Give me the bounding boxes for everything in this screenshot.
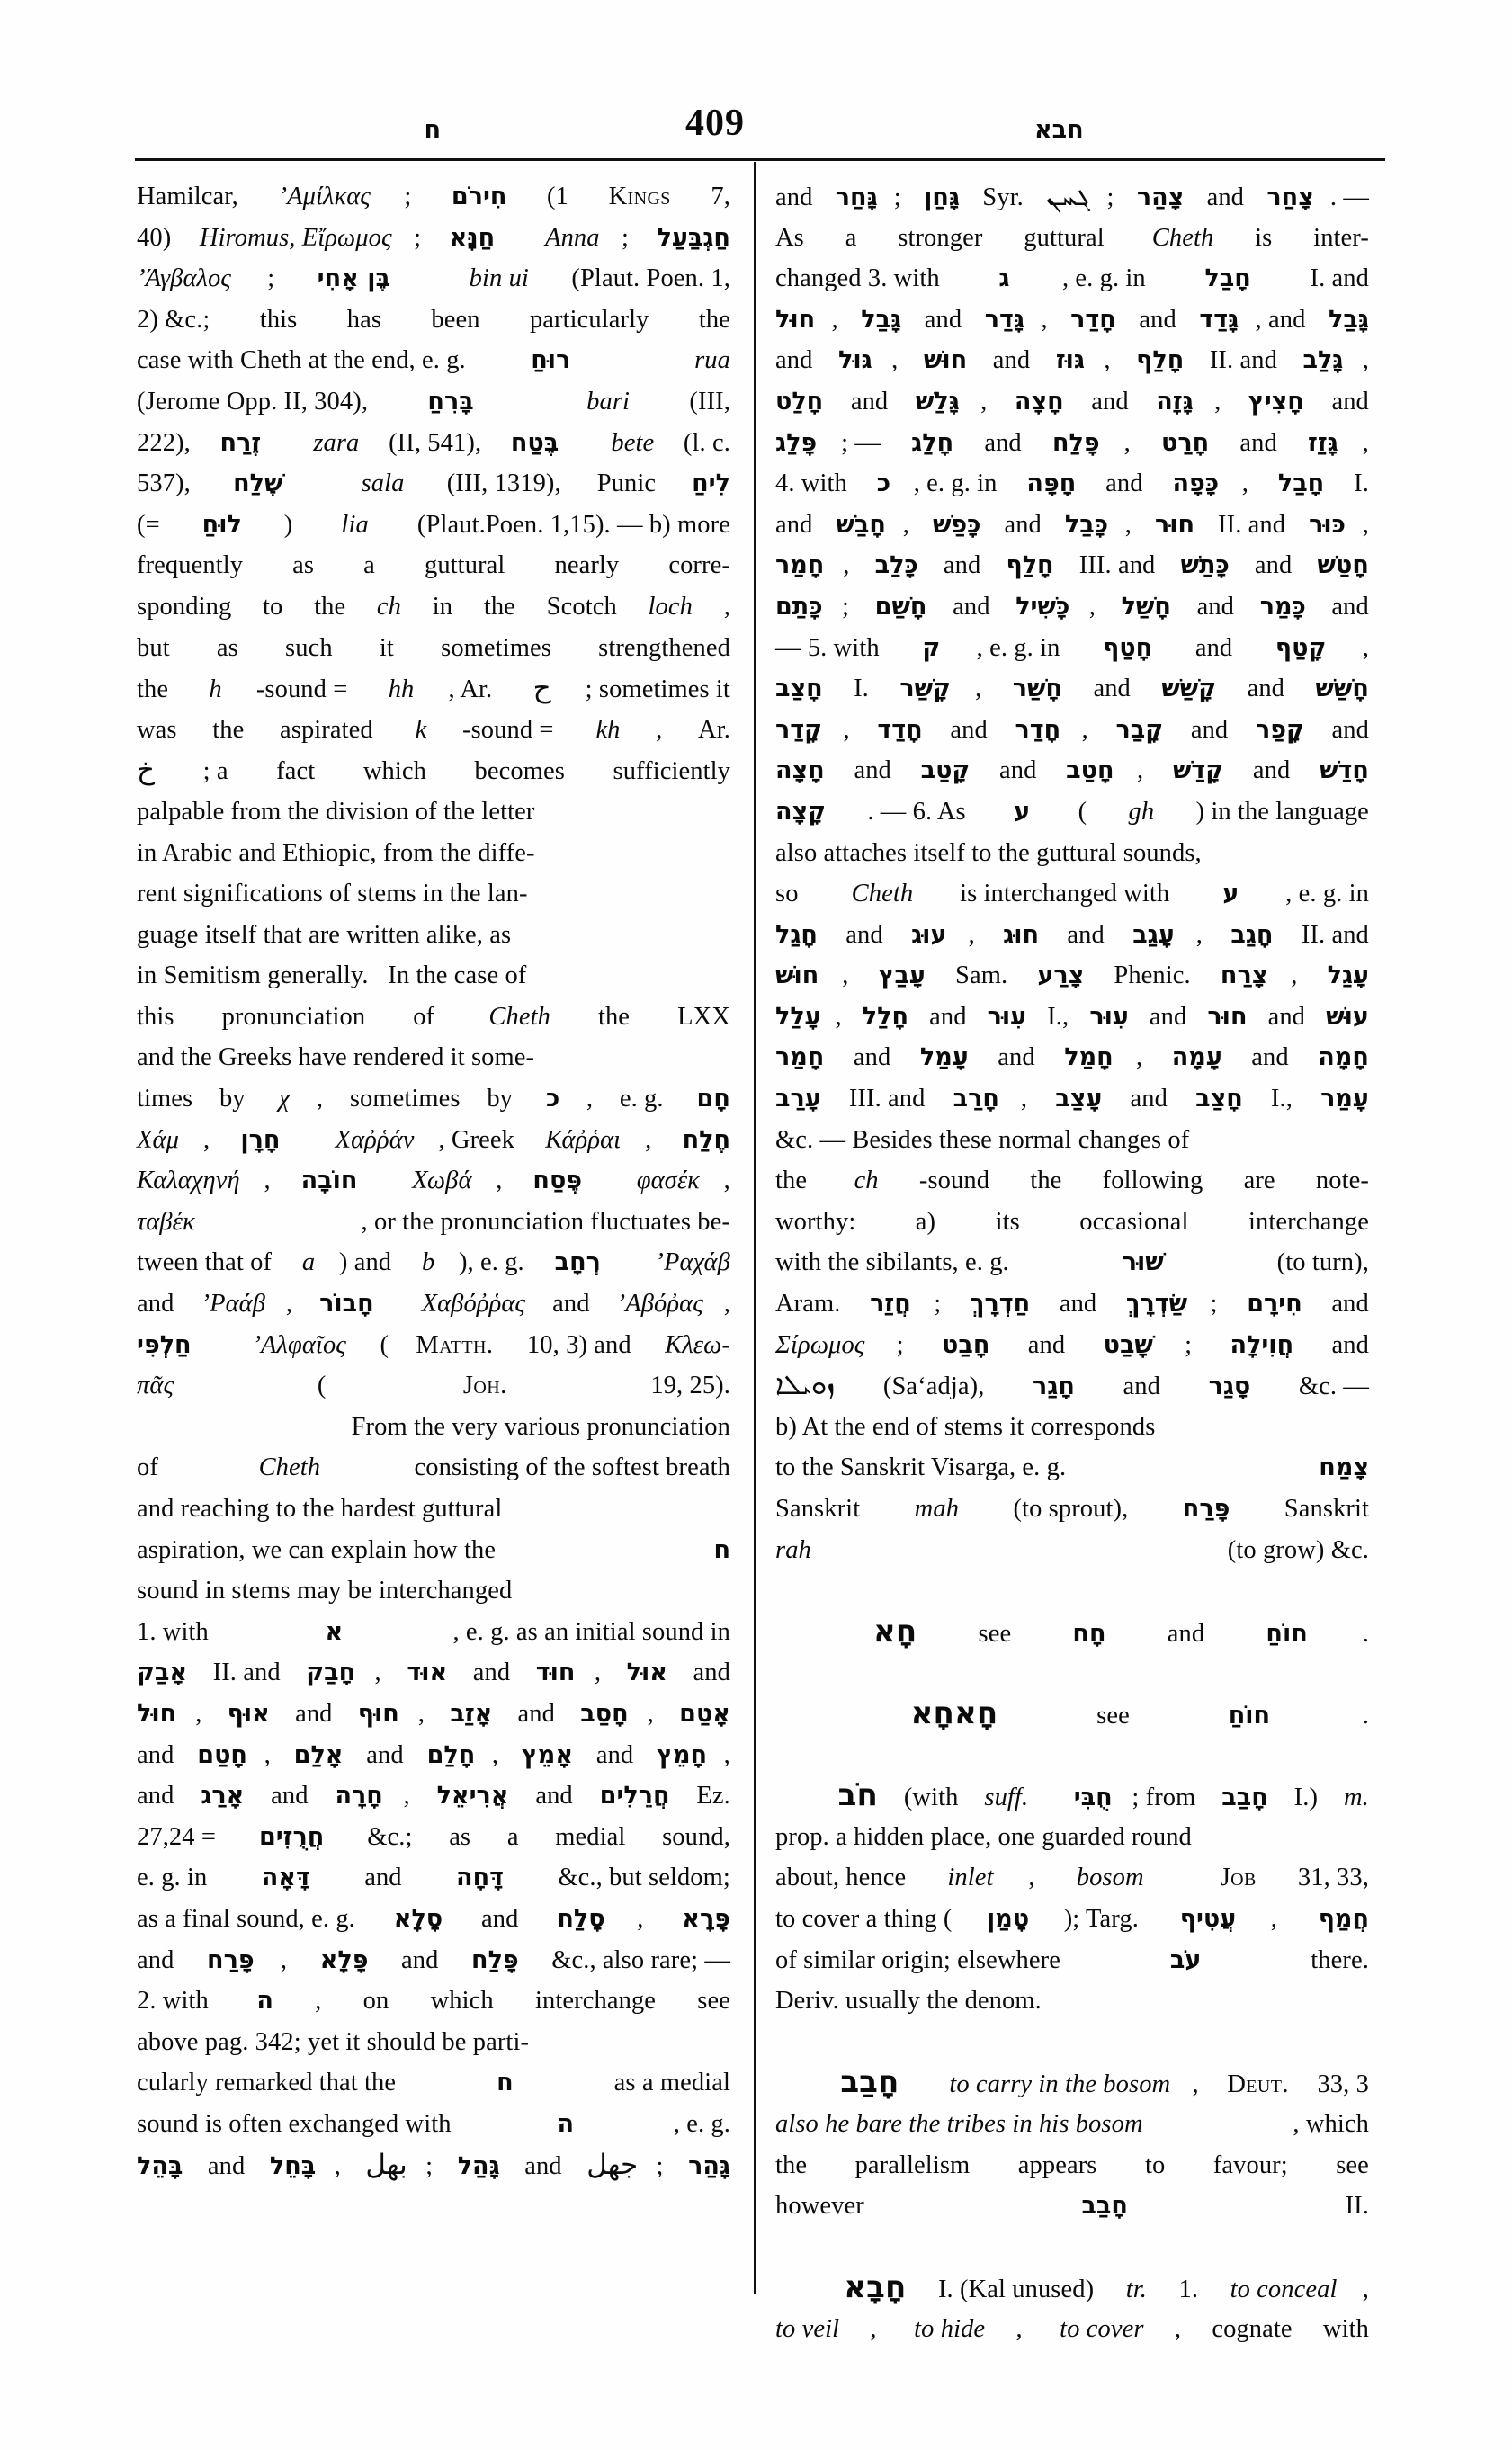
text-line: to cover a thing ( טָמַן ); Targ. עֲטִיף , חֲמַף [775,1904,1369,1933]
text-line: palpable from the division of the letter [137,797,535,826]
text-line: tween that of a ) and b ), e. g. רְחָב ’Ραχάβ [137,1248,730,1277]
text-line: about, hence inlet , bosom Job 31, 33, [775,1864,1369,1892]
text-line: to veil , to hide , to cover , cognate with [775,2314,1369,2343]
text-line: and חָבַשׁ , כָּפַשׁ and כָּבַל , חוּר II. and כּוּר , [775,510,1369,539]
text-line: ܙܘܝܠܐ (Sa‘adja), חָגַר and סָגַר &c. — [775,1369,1369,1402]
text-line: — 5. with ק , e. g. in חָטַף and קָטַף , [775,633,1369,662]
text-line: חָלַט and גָּלַשׁ , חָצָה and גָּזָה , חָצִיץ and [775,387,1369,416]
entry-headword: חָבָא [844,2269,907,2306]
text-line: e. g. in דָּאָה and דָּחָה &c., but seldom; [137,1864,730,1892]
text-line: חָצָה and קָטַב and חָטַב , קָדַשׁ and חָדַשׁ [775,756,1369,785]
text-line: קָצָה . — 6. As ע ( gh ) in the language [775,797,1369,826]
text-line: 40) Hiromus, Εἴρωμος ; חַנָּא Anna ; חַגְבַּעַל [137,223,730,252]
header-rule [135,158,1385,161]
text-line: prop. a hidden place, one guarded round [775,1822,1192,1851]
text-line: Deriv. usually the denom. [775,1987,1042,2016]
text-line: rah (to grow) &c. [775,1535,1369,1564]
text-line: חָגַל and עוּג , חוּג and עָגַב , חָגַב II. and [775,920,1369,949]
text-line: above pag. 342; yet it should be parti- [137,2027,530,2056]
text-line: חָמַר , כָּלַב and חָלַף III. and כָּתַשׁ and חָטַשׁ [775,551,1369,580]
text-line: and פָּרַח , פָּלָא and פָּלַח &c., also rare; — [137,1945,730,1974]
text-line: כָּתַם ; חָשַׁם and כָּשִׁיל , חָשַׁל and כָּמַר and [775,592,1369,621]
text-line: to the Sanskrit Visarga, e. g. צָמַח [775,1453,1369,1482]
text-line: (Jerome Opp. II, 304), בָּרִחַ bari (III, [137,387,730,416]
dictionary-entry-line: חָאחָא see חוֹחַ . [775,1694,1369,1735]
text-line: the h -sound = hh , Ar. ح ; sometimes it [137,672,730,705]
text-line: 1. with א , e. g. as an initial sound in [137,1617,730,1646]
right-column [775,176,1369,2349]
text-line: &c. — Besides these normal changes of [775,1125,1190,1154]
text-line: As a stronger guttural Cheth is inter- [775,223,1369,252]
text-line: From the very various pronunciation [351,1412,730,1441]
text-line: of Cheth consisting of the softest breath [137,1453,730,1482]
text-line: קָדַר , חָדַד and חָדַר , קָבַר and קָפַר and [775,715,1369,744]
text-line: خ ; a fact which becomes sufficiently [137,754,730,787]
text-line: rent significations of stems in the lan- [137,880,528,908]
text-line: 27,24 = חֲרֻזִים &c.; as a medial sound, [137,1822,730,1851]
text-line: and the Greeks have rendered it some- [137,1043,535,1072]
text-line: ’Άγβαλος ; בֶּן אָחִי bin ui (Plaut. Poen. 1, [137,264,730,293]
text-line: and חָטַם , אָלַם and חָלַם , אָמֵץ and חָמֵץ , [137,1740,730,1769]
text-line: times by χ , sometimes by כ , e. g. חָם [137,1085,730,1113]
text-line: worthy: a) its occasional interchange [775,1207,1369,1236]
spacer-line [775,2227,1369,2268]
column-divider-rule [754,162,756,2294]
text-line: case with Cheth at the end, e. g. רוּחַ rua [137,346,730,375]
entry-headword: חָבַב [840,2064,899,2101]
entry-headword: חָאחָא [910,1694,998,1731]
text-line: and ’Ραάβ , חָבוֹר Χαβόῤῥας and ’Αβόῤας , [137,1290,730,1319]
text-line: and אָרַג and חָרָה , אֲרִיאֵל and חֲרֵלִים Ez. [137,1782,730,1811]
text-line: חָמַר and עָמַל and חָמַל , עָמָה and חָמָה [775,1043,1369,1072]
text-line: עָרַב III. and חָרַב , עָצַב and חָצַב I., עָמַר [775,1085,1369,1113]
text-line: πᾶς ( Joh. 19, 25). [137,1372,730,1400]
dictionary-entry-line: חָבַב to carry in the bosom , Deut. 33, 3 [775,2062,1369,2104]
text-line: חוּל , אוּף and חוּף , אָזַב and חָסַב , אָטַם [137,1699,730,1728]
text-line: חַלְפִּי ’Αλφαῖος ( Matth. 10, 3) and Κλεω- [137,1330,730,1359]
text-line: this pronunciation of Cheth the LXX [137,1002,730,1031]
text-line: 222), זֶרַח zara (II, 541), בֶּטַח bete (l. c. [137,428,730,457]
text-line: פָּלַג ; — חָלַג and פָּלַח , חָרַט and גָּזַז , [775,428,1369,457]
running-head-right-word: חבא [1034,116,1084,144]
text-line: as a final sound, e. g. סָלָא and סָלַח , פָּרָא [137,1904,730,1933]
left-column [137,176,730,2186]
text-line: אָבַק II. and חָבַק , אוּד and חוּד , אוּל and [137,1659,730,1687]
text-line: changed 3. with ג , e. g. in חָבַל I. and [775,264,1369,293]
entry-headword: חֹב [837,1777,878,1814]
text-line: 2. with ה , on which interchange see [137,1987,730,2016]
text-line: חוּשׁ , עָבַץ Sam. צָרַע Phenic. צָרַח , עָגַל [775,961,1369,990]
text-line: בָּהֵל and בָּחֵל , بهل ; גָּהַל and جهل ; גָּהַר [137,2148,730,2181]
text-line: in Semitism generally. In the case of [137,961,527,990]
text-line: b) At the end of stems it corresponds [775,1412,1156,1441]
text-line: Hamilcar, ’Αμίλκας ; חִירֹם (1 Kings 7, [137,183,730,210]
entry-headword: חָא [872,1613,917,1650]
text-line: guage itself that are written alike, as [137,920,512,949]
text-line: Aram. חֲזַר ; חַדְרָךְ and שַׂדְרָךְ ; חִירָם and [775,1290,1369,1319]
text-line: Καλαχηνή , חוֹבָה Χωβά , פֶּסַח φασέκ , [137,1167,730,1195]
text-line: in Arabic and Ethiopic, from the diffe- [137,838,535,867]
spacer-line [775,1570,1369,1612]
text-line: but as such it sometimes strengthened [137,633,730,662]
text-line: so Cheth is interchanged with ע , e. g. in [775,880,1369,908]
text-line: also he bare the tribes in his bosom , which [775,2109,1369,2138]
spacer-line [775,1735,1369,1776]
page-number: 409 [685,103,745,144]
text-line: חָצַב I. קָשַׁר , חָשַׁר and קָשַׁשׁ and חָשַׁשׁ [775,675,1369,703]
text-line: ταβέκ , or the pronunciation fluctuates be- [137,1207,730,1236]
text-line: 4. with כ , e. g. in חָפָּה and כָּפָה , חָבַל I. [775,469,1369,498]
text-line: (= לוּחַ ) lia (Plaut.Poen. 1,15). — b) more [137,510,730,539]
text-line: Sanskrit mah (to sprout), פָּרַח Sanskrit [775,1495,1369,1523]
spacer-line [775,1652,1369,1694]
text-line: and גּוּל , חוּשׁ and גּוּז , חָלַף II. and גָּלַב , [775,346,1369,375]
text-line: חוּל , גָּבַל and גָּדַר , חָדַר and גָּדַד , and גָּבַל [775,305,1369,334]
text-line: of similar origin; elsewhere עֹב there. [775,1945,1369,1974]
running-head [135,79,1385,142]
dictionary-entry-line: חֹב (with suff. חֻבִּי ; from חָבַב I.) m. [775,1775,1369,1817]
text-line: 537), שֶׁלַח sala (III, 1319), Punic לִיחַ [137,469,730,498]
text-line: and reaching to the hardest guttural [137,1495,503,1523]
spacer-line [775,2022,1369,2063]
text-line: עָלַל , חָלַל and עִוּר I., עִוּר and חוּר and עוּשׁ [775,1002,1369,1031]
dictionary-entry-line: חָא see חָח and חוֹחַ . [775,1612,1369,1653]
text-line: with the sibilants, e. g. שׁוּר (to turn), [775,1248,1369,1277]
text-line: sound is often exchanged with ה , e. g. [137,2109,730,2138]
text-line: cularly remarked that the ח as a medial [137,2069,730,2097]
text-line: Σίρωμος ; חָבַט and שָׁבַט ; חֲוִילָה and [775,1330,1369,1359]
text-line: aspiration, we can explain how the ח [137,1535,730,1564]
text-line: and גָּחַר ; גָּחַן Syr. ܓܚܢ ; צָהַר and צָחַר . — [775,180,1369,212]
text-line: the parallelism appears to favour; see [775,2150,1369,2179]
text-line: the ch -sound the following are note- [775,1167,1369,1195]
running-head-left-letter: ח [424,116,441,144]
text-line: was the aspirated k -sound = kh , Ar. [137,715,730,744]
text-line: sound in stems may be interchanged [137,1577,513,1605]
text-line: 2) &c.; this has been particularly the [137,305,730,334]
text-line: Χάμ , חָרָן Χαῤῥάν , Greek Κάῤῥαι , חֶלַח [137,1125,730,1154]
text-line: also attaches itself to the guttural sounds, [775,838,1202,867]
text-line: frequently as a guttural nearly corre- [137,551,730,580]
dictionary-entry-line: חָבָא I. (Kal unused) tr. 1. to conceal , [775,2267,1369,2309]
text-line: sponding to the ch in the Scotch loch , [137,592,730,621]
text-line: however חָבַב II. [775,2192,1369,2221]
